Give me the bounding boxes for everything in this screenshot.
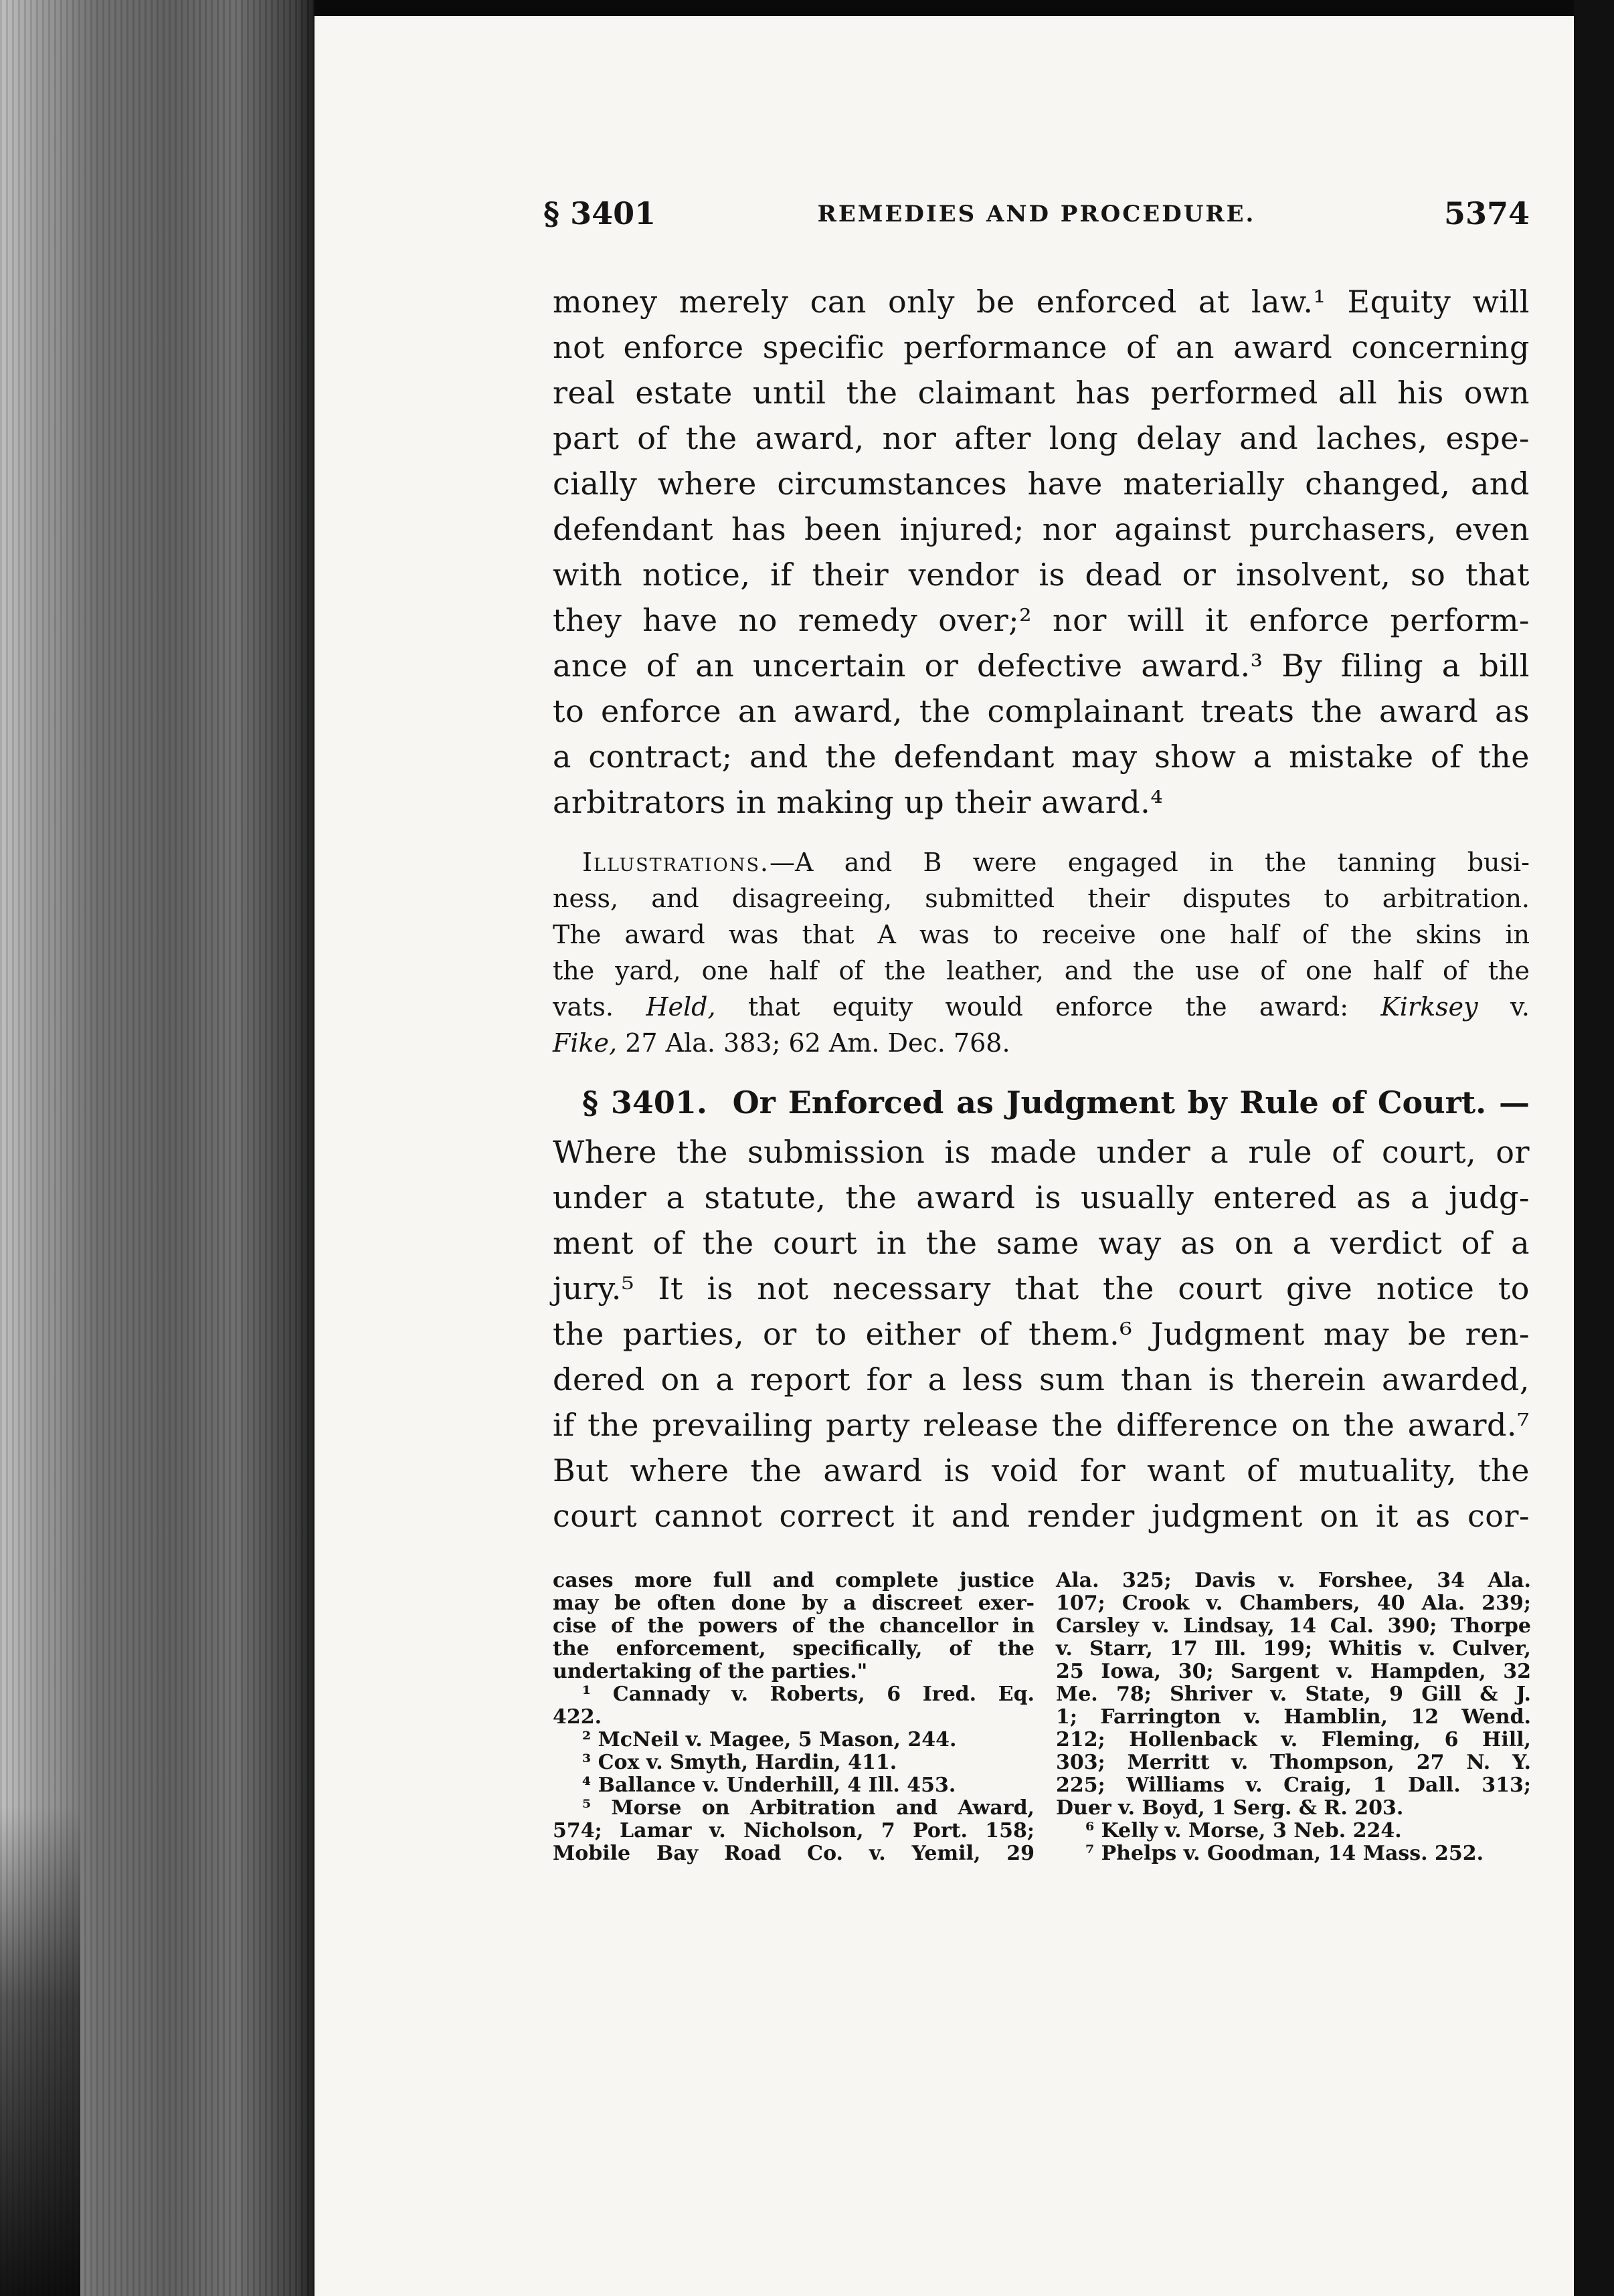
footnote-line: 422.: [553, 1705, 602, 1729]
illustrations-first-line: [553, 844, 1530, 880]
body-line: under a statute, the award is usually entered as a judg-: [553, 1179, 1530, 1216]
footnote-line: may be often done by a discreet exer-: [553, 1592, 1035, 1615]
body-line: they have no remedy over;² nor will it enforce perform-: [553, 602, 1530, 638]
body-line: to enforce an award, the complainant treats the award as: [553, 693, 1530, 729]
running-head: [543, 195, 1530, 237]
footnote-1: ¹ Cannady v. Roberts, 6 Ired. Eq.: [582, 1683, 1035, 1706]
body-line: ment of the court in the same way as on a verdict of a: [553, 1225, 1530, 1261]
footnote-5: ⁵ Morse on Arbitration and Award,: [582, 1796, 1035, 1820]
scan-shadow: [0, 1806, 80, 2296]
footnote-3: ³ Cox v. Smyth, Hardin, 411.: [582, 1751, 897, 1774]
body-line: part of the award, nor after long delay and laches, espe-: [553, 420, 1530, 456]
footnote-7: ⁷ Phelps v. Goodman, 14 Mass. 252.: [1085, 1842, 1484, 1865]
illustrations-line-cite: [553, 1025, 1530, 1061]
running-head-section: § 3401: [543, 195, 656, 231]
scan-right-border: [1574, 0, 1614, 2296]
body-line: money merely can only be enforced at law.¹ Equity will: [553, 284, 1530, 320]
footnote-line: cases more full and complete justice: [553, 1569, 1035, 1592]
case-name-fike: Fike,: [553, 1028, 618, 1058]
body-line: jury.⁵ It is not necessary that the court give notice to: [553, 1270, 1530, 1307]
body-line: cially where circumstances have materially changed, and: [553, 466, 1530, 502]
illustrations-line: ness, and disagreeing, submitted their disputes to arbitration.: [553, 884, 1530, 913]
footnote-line: v. Starr, 17 Ill. 199; Whitis v. Culver,: [1056, 1637, 1531, 1660]
footnote-line: 303; Merritt v. Thompson, 27 N. Y.: [1056, 1751, 1531, 1774]
case-name-kirksey: Kirksey: [1380, 992, 1478, 1022]
section-heading: [553, 1082, 1530, 1123]
illustrations-text: vats.: [553, 992, 614, 1022]
held-word: Held,: [646, 992, 716, 1022]
footnote-line: 1; Farrington v. Hamblin, 12 Wend.: [1056, 1705, 1531, 1729]
body-line: arbitrators in making up their award.⁴: [553, 784, 1164, 820]
footnote-line: the enforcement, specifically, of the: [553, 1637, 1035, 1660]
body-line: court cannot correct it and render judgment on it as cor-: [553, 1498, 1530, 1534]
footnote-line: 212; Hollenback v. Fleming, 6 Hill,: [1056, 1728, 1531, 1751]
body-line: with notice, if their vendor is dead or insolvent, so that: [553, 557, 1530, 593]
held-text: that equity would enforce the award:: [715, 992, 1381, 1022]
illustrations-line: The award was that A was to receive one half of the skins in: [553, 920, 1530, 949]
footnote-line: 25 Iowa, 30; Sargent v. Hampden, 32: [1056, 1660, 1531, 1683]
footnote-line: 107; Crook v. Chambers, 40 Ala. 239;: [1056, 1592, 1531, 1615]
footnote-line: cise of the powers of the chancellor in: [553, 1614, 1035, 1638]
body-line: if the prevailing party release the difference on the award.⁷: [553, 1407, 1530, 1443]
body-line: Where the submission is made under a rule of court, or: [553, 1134, 1530, 1170]
page-number: 5374: [1443, 195, 1530, 231]
footnote-line: Ala. 325; Davis v. Forshee, 34 Ala.: [1056, 1569, 1531, 1592]
illustrations-text: —A and B were engaged in the tanning busi-: [770, 848, 1530, 877]
running-head-title: REMEDIES AND PROCEDURE.: [817, 201, 1256, 227]
footnote-line: undertaking of the parties.": [553, 1660, 868, 1683]
section-number: § 3401.: [582, 1084, 707, 1121]
body-line: not enforce specific performance of an award concerning: [553, 329, 1530, 365]
body-line: ance of an uncertain or defective award.³ By filing a bill: [553, 648, 1530, 684]
footnote-line: 574; Lamar v. Nicholson, 7 Port. 158;: [553, 1819, 1035, 1842]
footnote-4: ⁴ Ballance v. Underhill, 4 Ill. 453.: [582, 1774, 956, 1797]
body-line: the parties, or to either of them.⁶ Judgment may be ren-: [553, 1316, 1530, 1352]
illustrations-line-held: [553, 989, 1530, 1025]
case-v: v.: [1477, 992, 1530, 1022]
footnote-line: 225; Williams v. Craig, 1 Dall. 313;: [1056, 1774, 1531, 1797]
footnote-line: Carsley v. Lindsay, 14 Cal. 390; Thorpe: [1056, 1614, 1531, 1638]
section-title: Or Enforced as Judgment by Rule of Court. —: [732, 1084, 1530, 1121]
body-line: dered on a report for a less sum than is therein awarded,: [553, 1361, 1530, 1398]
footnote-line: Mobile Bay Road Co. v. Yemil, 29: [553, 1842, 1035, 1865]
footnote-line: Me. 78; Shriver v. State, 9 Gill & J.: [1056, 1683, 1531, 1706]
footnote-line: Duer v. Boyd, 1 Serg. & R. 203.: [1056, 1796, 1404, 1820]
footnote-6: ⁶ Kelly v. Morse, 3 Neb. 224.: [1085, 1819, 1402, 1842]
footnote-2: ² McNeil v. Magee, 5 Mason, 244.: [582, 1728, 957, 1751]
body-line: real estate until the claimant has performed all his own: [553, 375, 1530, 411]
citation: 27 Ala. 383; 62 Am. Dec. 768.: [625, 1028, 1010, 1058]
body-line: a contract; and the defendant may show a mistake of the: [553, 739, 1530, 775]
illustrations-line: the yard, one half of the leather, and the use of one half of the: [553, 956, 1530, 985]
body-line: But where the award is void for want of mutuality, the: [553, 1452, 1530, 1489]
body-line: defendant has been injured; nor against purchasers, even: [553, 511, 1530, 547]
illustrations-label: Illustrations.: [582, 848, 770, 877]
